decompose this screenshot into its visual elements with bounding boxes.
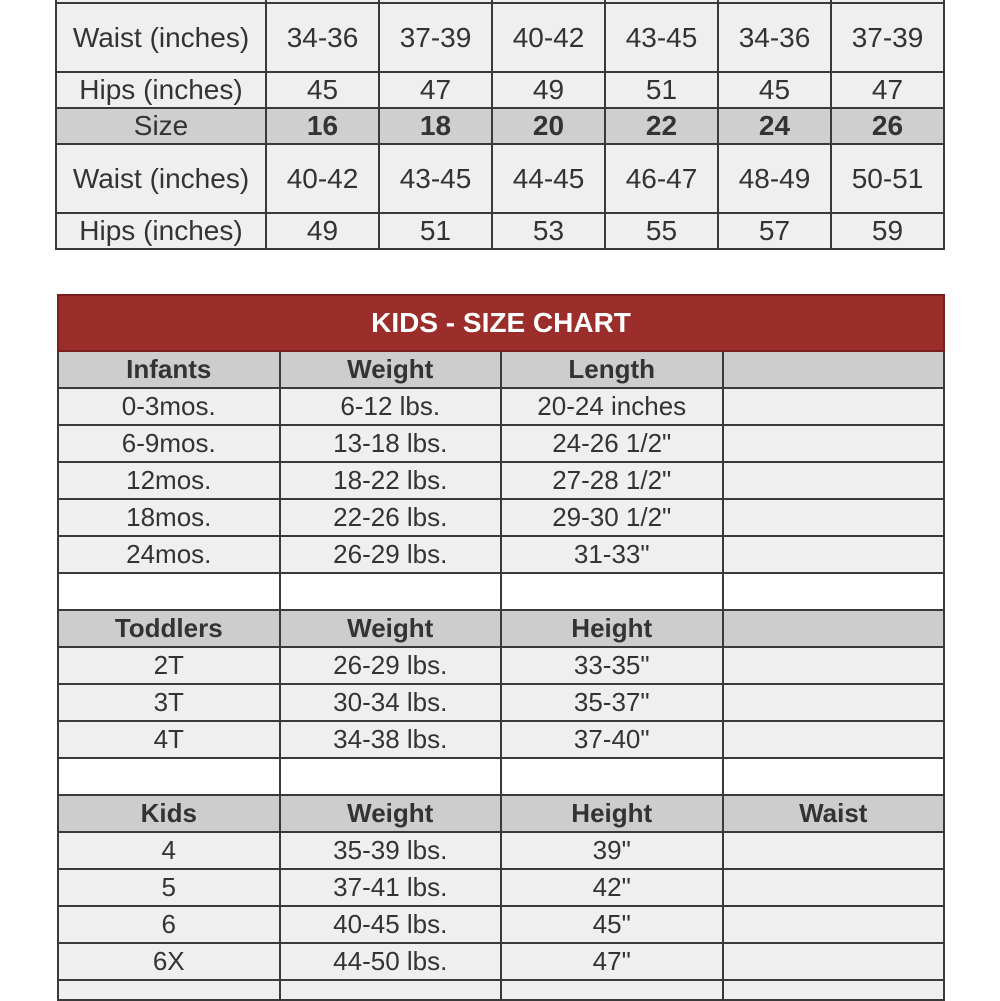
waist-cell: 46-47 [605,144,718,213]
waist-cell: 50-51 [831,144,944,213]
height-cell: 33-35" [501,647,723,684]
length-cell: 29-30 1/2" [501,499,723,536]
table-row [58,684,944,721]
table-row [58,647,944,684]
size-cell: 20 [492,108,605,144]
weight-cell: 35-39 lbs. [280,832,502,869]
row-label: Hips (inches) [56,72,266,108]
weight-cell: 30-34 lbs. [280,684,502,721]
header-cell [723,351,945,388]
waist-cell: 37-39 [831,3,944,72]
hips-cell: 49 [492,72,605,108]
header-cell: Waist [723,795,945,832]
hips-cell: 45 [266,72,379,108]
row-label: Hips (inches) [56,213,266,249]
header-cell [723,610,945,647]
hips-cell: 51 [605,72,718,108]
section-header-kids [58,795,944,832]
size-cell: 6-9mos. [58,425,280,462]
waist-cell [723,869,945,906]
table-row-size [56,108,944,144]
table-row [58,721,944,758]
header-cell: Weight [280,610,502,647]
weight-cell: 26-29 lbs. [280,647,502,684]
table-row-hips [56,213,944,249]
waist-cell: 43-45 [379,144,492,213]
table-row [58,462,944,499]
size-cell: 24 [718,108,831,144]
size-cell: 26 [831,108,944,144]
hips-cell: 55 [605,213,718,249]
empty-cell [723,684,945,721]
size-cell: 0-3mos. [58,388,280,425]
hips-cell: 45 [718,72,831,108]
hips-cell: 49 [266,213,379,249]
header-cell: Length [501,351,723,388]
empty-cell [723,536,945,573]
waist-cell [723,943,945,980]
empty-cell [723,388,945,425]
weight-cell: 26-29 lbs. [280,536,502,573]
header-cell: Infants [58,351,280,388]
empty-cell [723,499,945,536]
waist-cell: 43-45 [605,3,718,72]
table-row [58,388,944,425]
size-cell: 6 [58,906,280,943]
length-cell: 27-28 1/2" [501,462,723,499]
size-cell: 18mos. [58,499,280,536]
table-row [58,906,944,943]
height-cell: 39" [501,832,723,869]
weight-cell: 34-38 lbs. [280,721,502,758]
size-cell: 24mos. [58,536,280,573]
spacer-row [58,758,944,795]
height-cell: 35-37" [501,684,723,721]
header-cell: Toddlers [58,610,280,647]
table-row-cropped [58,980,944,1000]
waist-cell: 40-42 [266,144,379,213]
table-row [58,536,944,573]
header-cell: Weight [280,795,502,832]
height-cell: 42" [501,869,723,906]
height-cell: 47" [501,943,723,980]
weight-cell: 13-18 lbs. [280,425,502,462]
weight-cell: 40-45 lbs. [280,906,502,943]
table-row [58,869,944,906]
size-cell: 18 [379,108,492,144]
waist-cell: 34-36 [718,3,831,72]
table-row-waist [56,144,944,213]
height-cell: 37-40" [501,721,723,758]
section-header-infants [58,351,944,388]
size-cell: 22 [605,108,718,144]
empty-cell [723,425,945,462]
length-cell: 31-33" [501,536,723,573]
size-cell: 2T [58,647,280,684]
length-cell: 24-26 1/2" [501,425,723,462]
size-cell: 16 [266,108,379,144]
header-cell: Height [501,795,723,832]
hips-cell: 53 [492,213,605,249]
table-row-waist [56,3,944,72]
size-cell: 3T [58,684,280,721]
size-cell: 12mos. [58,462,280,499]
empty-cell [723,721,945,758]
row-label: Waist (inches) [56,3,266,72]
size-cell: 4T [58,721,280,758]
header-cell: Height [501,610,723,647]
waist-cell [723,906,945,943]
size-cell: 6X [58,943,280,980]
header-cell: Kids [58,795,280,832]
weight-cell: 6-12 lbs. [280,388,502,425]
weight-cell: 18-22 lbs. [280,462,502,499]
waist-cell: 37-39 [379,3,492,72]
waist-cell: 40-42 [492,3,605,72]
waist-cell: 44-45 [492,144,605,213]
waist-cell [723,832,945,869]
waist-cell: 48-49 [718,144,831,213]
section-header-toddlers [58,610,944,647]
chart-title-row [58,295,944,351]
table-row [58,943,944,980]
row-label: Waist (inches) [56,144,266,213]
length-cell: 20-24 inches [501,388,723,425]
table-row [58,425,944,462]
hips-cell: 57 [718,213,831,249]
row-label: Size [56,108,266,144]
weight-cell: 22-26 lbs. [280,499,502,536]
table-row [58,499,944,536]
hips-cell: 59 [831,213,944,249]
header-cell: Weight [280,351,502,388]
hips-cell: 47 [379,72,492,108]
table-row [58,832,944,869]
empty-cell [723,462,945,499]
table-row-hips [56,72,944,108]
waist-cell: 34-36 [266,3,379,72]
kids-size-chart [57,294,945,1001]
hips-cell: 47 [831,72,944,108]
weight-cell: 44-50 lbs. [280,943,502,980]
height-cell: 45" [501,906,723,943]
chart-title: KIDS - SIZE CHART [58,295,944,351]
size-cell: 4 [58,832,280,869]
spacer-row [58,573,944,610]
empty-cell [723,647,945,684]
hips-cell: 51 [379,213,492,249]
weight-cell: 37-41 lbs. [280,869,502,906]
women-size-table [55,0,945,250]
size-cell: 5 [58,869,280,906]
